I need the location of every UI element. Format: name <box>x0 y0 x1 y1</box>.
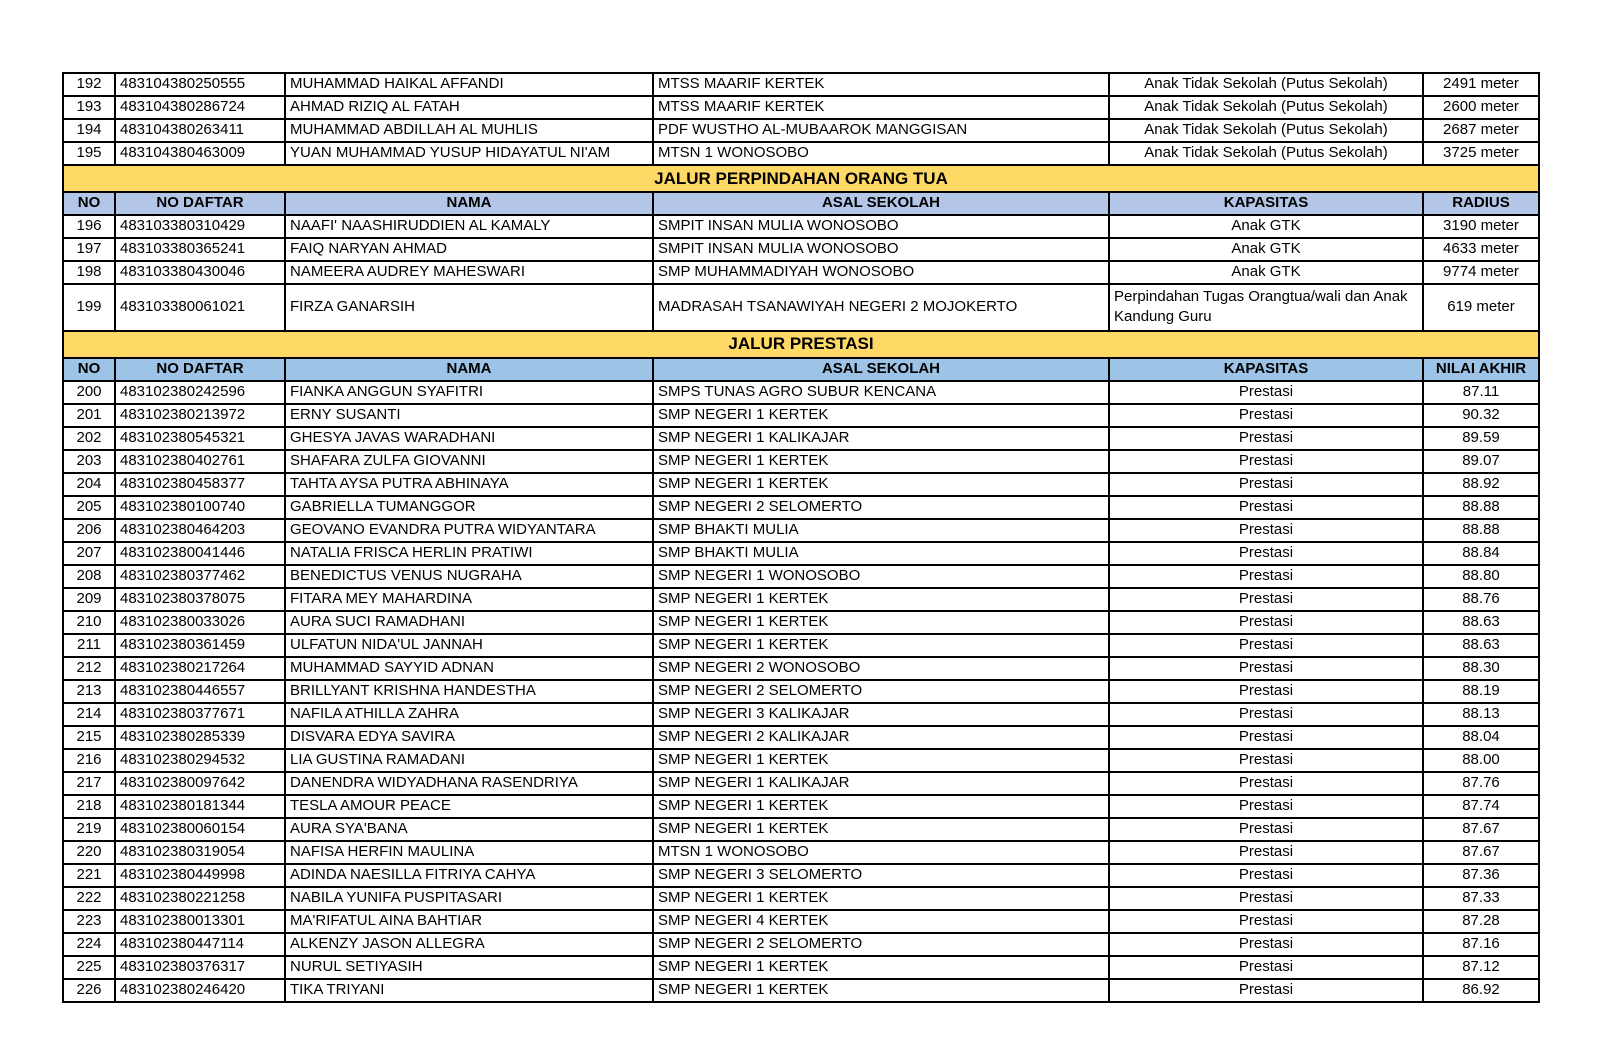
cell-no: 217 <box>63 772 115 795</box>
cell-nilai: 2491 meter <box>1423 73 1539 96</box>
cell-asal-sekolah: SMPIT INSAN MULIA WONOSOBO <box>653 238 1109 261</box>
cell-no-daftar: 483102380041446 <box>115 542 285 565</box>
cell-no: 193 <box>63 96 115 119</box>
cell-nama: TIKA TRIYANI <box>285 979 653 1002</box>
cell-nama: NABILA YUNIFA PUSPITASARI <box>285 887 653 910</box>
cell-kapasitas: Prestasi <box>1109 473 1423 496</box>
cell-kapasitas: Prestasi <box>1109 956 1423 979</box>
cell-nama: ALKENZY JASON ALLEGRA <box>285 933 653 956</box>
table-row <box>63 284 1539 331</box>
cell-kapasitas: Prestasi <box>1109 772 1423 795</box>
cell-nilai: 87.67 <box>1423 818 1539 841</box>
cell-no: 224 <box>63 933 115 956</box>
cell-nama: ULFATUN NIDA'UL JANNAH <box>285 634 653 657</box>
cell-kapasitas: Prestasi <box>1109 381 1423 404</box>
cell-no: 216 <box>63 749 115 772</box>
cell-no-daftar: 483104380250555 <box>115 73 285 96</box>
table-row <box>63 496 1539 519</box>
cell-no: 205 <box>63 496 115 519</box>
cell-no: 203 <box>63 450 115 473</box>
cell-no-daftar: 483102380447114 <box>115 933 285 956</box>
cell-asal-sekolah: SMP NEGERI 2 SELOMERTO <box>653 496 1109 519</box>
cell-asal-sekolah: MTSS MAARIF KERTEK <box>653 96 1109 119</box>
table-row <box>63 634 1539 657</box>
cell-kapasitas: Prestasi <box>1109 841 1423 864</box>
cell-asal-sekolah: SMP NEGERI 4 KERTEK <box>653 910 1109 933</box>
cell-kapasitas: Prestasi <box>1109 818 1423 841</box>
cell-nama: AURA SYA'BANA <box>285 818 653 841</box>
cell-nama: YUAN MUHAMMAD YUSUP HIDAYATUL NI'AM <box>285 142 653 165</box>
table-row <box>63 772 1539 795</box>
cell-kapasitas: Anak Tidak Sekolah (Putus Sekolah) <box>1109 96 1423 119</box>
cell-asal-sekolah: SMP NEGERI 1 KALIKAJAR <box>653 772 1109 795</box>
cell-asal-sekolah: SMP NEGERI 2 SELOMERTO <box>653 933 1109 956</box>
cell-nilai: 87.36 <box>1423 864 1539 887</box>
cell-no: 192 <box>63 73 115 96</box>
cell-asal-sekolah: SMP NEGERI 3 SELOMERTO <box>653 864 1109 887</box>
cell-no: 214 <box>63 703 115 726</box>
cell-nilai: 88.88 <box>1423 519 1539 542</box>
cell-no-daftar: 483102380097642 <box>115 772 285 795</box>
cell-nama: ADINDA NAESILLA FITRIYA CAHYA <box>285 864 653 887</box>
cell-no: 199 <box>63 284 115 331</box>
cell-no: 194 <box>63 119 115 142</box>
cell-asal-sekolah: SMP NEGERI 1 KERTEK <box>653 749 1109 772</box>
table-row <box>63 96 1539 119</box>
cell-asal-sekolah: SMP NEGERI 1 KERTEK <box>653 611 1109 634</box>
cell-nilai: 88.63 <box>1423 634 1539 657</box>
cell-nama: GABRIELLA TUMANGGOR <box>285 496 653 519</box>
section-banner-row <box>63 165 1539 192</box>
cell-no-daftar: 483103380430046 <box>115 261 285 284</box>
cell-no: 222 <box>63 887 115 910</box>
cell-no-daftar: 483104380286724 <box>115 96 285 119</box>
cell-nama: MA'RIFATUL AINA BAHTIAR <box>285 910 653 933</box>
table-row <box>63 864 1539 887</box>
cell-no-daftar: 483102380033026 <box>115 611 285 634</box>
cell-asal-sekolah: SMP NEGERI 1 KERTEK <box>653 404 1109 427</box>
cell-nama: FIANKA ANGGUN SYAFITRI <box>285 381 653 404</box>
cell-nama: NATALIA FRISCA HERLIN PRATIWI <box>285 542 653 565</box>
table-row <box>63 427 1539 450</box>
cell-no-daftar: 483102380242596 <box>115 381 285 404</box>
cell-nilai: 88.63 <box>1423 611 1539 634</box>
cell-nilai: 3725 meter <box>1423 142 1539 165</box>
table-row <box>63 142 1539 165</box>
cell-nilai: 90.32 <box>1423 404 1539 427</box>
cell-no-daftar: 483102380221258 <box>115 887 285 910</box>
cell-asal-sekolah: SMP NEGERI 1 KERTEK <box>653 956 1109 979</box>
cell-nilai: 88.04 <box>1423 726 1539 749</box>
cell-asal-sekolah: SMP NEGERI 1 KERTEK <box>653 818 1109 841</box>
table-row <box>63 73 1539 96</box>
cell-kapasitas: Prestasi <box>1109 749 1423 772</box>
column-header: KAPASITAS <box>1109 358 1423 381</box>
cell-nama: NAMEERA AUDREY MAHESWARI <box>285 261 653 284</box>
column-header-row <box>63 358 1539 381</box>
table-row <box>63 519 1539 542</box>
cell-nilai: 4633 meter <box>1423 238 1539 261</box>
cell-kapasitas: Prestasi <box>1109 450 1423 473</box>
cell-nilai: 2687 meter <box>1423 119 1539 142</box>
cell-no-daftar: 483102380446557 <box>115 680 285 703</box>
cell-kapasitas: Prestasi <box>1109 933 1423 956</box>
cell-nilai: 86.92 <box>1423 979 1539 1002</box>
table-row <box>63 795 1539 818</box>
cell-asal-sekolah: SMP NEGERI 1 KERTEK <box>653 473 1109 496</box>
cell-no: 226 <box>63 979 115 1002</box>
table-row <box>63 238 1539 261</box>
cell-kapasitas: Prestasi <box>1109 979 1423 1002</box>
cell-no: 208 <box>63 565 115 588</box>
table-row <box>63 818 1539 841</box>
section-title: JALUR PERPINDAHAN ORANG TUA <box>63 165 1539 192</box>
cell-no: 219 <box>63 818 115 841</box>
column-header: NO <box>63 358 115 381</box>
cell-kapasitas: Prestasi <box>1109 611 1423 634</box>
cell-no-daftar: 483102380013301 <box>115 910 285 933</box>
cell-no: 196 <box>63 215 115 238</box>
cell-asal-sekolah: SMP BHAKTI MULIA <box>653 542 1109 565</box>
cell-asal-sekolah: SMP NEGERI 2 SELOMERTO <box>653 680 1109 703</box>
cell-nilai: 619 meter <box>1423 284 1539 331</box>
table-row <box>63 979 1539 1002</box>
column-header-row <box>63 192 1539 215</box>
cell-nama: FAIQ NARYAN AHMAD <box>285 238 653 261</box>
cell-nama: DISVARA EDYA SAVIRA <box>285 726 653 749</box>
cell-nilai: 87.76 <box>1423 772 1539 795</box>
cell-kapasitas: Prestasi <box>1109 404 1423 427</box>
cell-no: 220 <box>63 841 115 864</box>
cell-kapasitas: Prestasi <box>1109 910 1423 933</box>
cell-kapasitas: Prestasi <box>1109 542 1423 565</box>
table-row <box>63 611 1539 634</box>
cell-nama: GEOVANO EVANDRA PUTRA WIDYANTARA <box>285 519 653 542</box>
cell-nilai: 88.80 <box>1423 565 1539 588</box>
cell-no-daftar: 483102380377671 <box>115 703 285 726</box>
cell-nilai: 88.88 <box>1423 496 1539 519</box>
cell-nama: MUHAMMAD SAYYID ADNAN <box>285 657 653 680</box>
cell-kapasitas: Anak Tidak Sekolah (Putus Sekolah) <box>1109 142 1423 165</box>
table-row <box>63 956 1539 979</box>
cell-nilai: 88.13 <box>1423 703 1539 726</box>
cell-nama: NAAFI' NAASHIRUDDIEN AL KAMALY <box>285 215 653 238</box>
table-row <box>63 565 1539 588</box>
cell-no: 210 <box>63 611 115 634</box>
cell-kapasitas: Prestasi <box>1109 588 1423 611</box>
cell-asal-sekolah: SMP NEGERI 1 WONOSOBO <box>653 565 1109 588</box>
cell-asal-sekolah: SMP NEGERI 1 KERTEK <box>653 979 1109 1002</box>
cell-no-daftar: 483102380319054 <box>115 841 285 864</box>
cell-nilai: 87.12 <box>1423 956 1539 979</box>
cell-asal-sekolah: SMP NEGERI 1 KERTEK <box>653 887 1109 910</box>
cell-no-daftar: 483102380464203 <box>115 519 285 542</box>
cell-no: 198 <box>63 261 115 284</box>
cell-no-daftar: 483102380181344 <box>115 795 285 818</box>
cell-nilai: 87.74 <box>1423 795 1539 818</box>
cell-kapasitas: Prestasi <box>1109 864 1423 887</box>
section-banner-row <box>63 331 1539 358</box>
cell-no-daftar: 483103380061021 <box>115 284 285 331</box>
cell-no: 200 <box>63 381 115 404</box>
table-row <box>63 910 1539 933</box>
cell-nama: NAFISA HERFIN MAULINA <box>285 841 653 864</box>
cell-nilai: 87.11 <box>1423 381 1539 404</box>
cell-nama: NAFILA ATHILLA ZAHRA <box>285 703 653 726</box>
cell-asal-sekolah: SMPS TUNAS AGRO SUBUR KENCANA <box>653 381 1109 404</box>
cell-no-daftar: 483104380263411 <box>115 119 285 142</box>
cell-asal-sekolah: SMP MUHAMMADIYAH WONOSOBO <box>653 261 1109 284</box>
cell-asal-sekolah: SMP BHAKTI MULIA <box>653 519 1109 542</box>
cell-nama: MUHAMMAD ABDILLAH AL MUHLIS <box>285 119 653 142</box>
cell-asal-sekolah: MTSN 1 WONOSOBO <box>653 142 1109 165</box>
cell-asal-sekolah: SMPIT INSAN MULIA WONOSOBO <box>653 215 1109 238</box>
cell-no-daftar: 483102380458377 <box>115 473 285 496</box>
table-row <box>63 450 1539 473</box>
cell-no-daftar: 483103380365241 <box>115 238 285 261</box>
cell-kapasitas: Prestasi <box>1109 680 1423 703</box>
cell-kapasitas: Anak GTK <box>1109 261 1423 284</box>
cell-asal-sekolah: SMP NEGERI 1 KALIKAJAR <box>653 427 1109 450</box>
cell-no-daftar: 483102380246420 <box>115 979 285 1002</box>
cell-kapasitas: Anak Tidak Sekolah (Putus Sekolah) <box>1109 73 1423 96</box>
table-row <box>63 887 1539 910</box>
table-row <box>63 588 1539 611</box>
cell-nilai: 88.00 <box>1423 749 1539 772</box>
table-row <box>63 215 1539 238</box>
cell-no-daftar: 483102380449998 <box>115 864 285 887</box>
cell-kapasitas: Anak GTK <box>1109 238 1423 261</box>
cell-asal-sekolah: SMP NEGERI 1 KERTEK <box>653 634 1109 657</box>
column-header: NAMA <box>285 192 653 215</box>
cell-no: 215 <box>63 726 115 749</box>
cell-nama: ERNY SUSANTI <box>285 404 653 427</box>
cell-nilai: 88.19 <box>1423 680 1539 703</box>
cell-no-daftar: 483102380377462 <box>115 565 285 588</box>
cell-kapasitas: Prestasi <box>1109 795 1423 818</box>
cell-asal-sekolah: MADRASAH TSANAWIYAH NEGERI 2 MOJOKERTO <box>653 284 1109 331</box>
cell-no-daftar: 483102380100740 <box>115 496 285 519</box>
cell-no-daftar: 483104380463009 <box>115 142 285 165</box>
cell-kapasitas: Anak GTK <box>1109 215 1423 238</box>
cell-no: 195 <box>63 142 115 165</box>
table-row <box>63 726 1539 749</box>
cell-nama: BENEDICTUS VENUS NUGRAHA <box>285 565 653 588</box>
cell-kapasitas: Prestasi <box>1109 427 1423 450</box>
column-header: ASAL SEKOLAH <box>653 192 1109 215</box>
cell-kapasitas: Prestasi <box>1109 496 1423 519</box>
column-header: NO <box>63 192 115 215</box>
cell-no: 212 <box>63 657 115 680</box>
column-header: NO DAFTAR <box>115 358 285 381</box>
cell-no-daftar: 483102380402761 <box>115 450 285 473</box>
column-header: RADIUS <box>1423 192 1539 215</box>
cell-nilai: 87.28 <box>1423 910 1539 933</box>
cell-nilai: 89.07 <box>1423 450 1539 473</box>
cell-no: 207 <box>63 542 115 565</box>
column-header: KAPASITAS <box>1109 192 1423 215</box>
cell-nama: AURA SUCI RAMADHANI <box>285 611 653 634</box>
cell-nilai: 87.67 <box>1423 841 1539 864</box>
cell-no-daftar: 483102380213972 <box>115 404 285 427</box>
cell-no-daftar: 483102380294532 <box>115 749 285 772</box>
cell-asal-sekolah: SMP NEGERI 2 KALIKAJAR <box>653 726 1109 749</box>
cell-no-daftar: 483102380545321 <box>115 427 285 450</box>
cell-no: 202 <box>63 427 115 450</box>
cell-nama: DANENDRA WIDYADHANA RASENDRIYA <box>285 772 653 795</box>
table-row <box>63 841 1539 864</box>
table-row <box>63 381 1539 404</box>
column-header: NAMA <box>285 358 653 381</box>
table-row <box>63 749 1539 772</box>
table-row <box>63 404 1539 427</box>
cell-kapasitas: Prestasi <box>1109 657 1423 680</box>
cell-no-daftar: 483102380217264 <box>115 657 285 680</box>
cell-nilai: 88.92 <box>1423 473 1539 496</box>
cell-asal-sekolah: SMP NEGERI 1 KERTEK <box>653 450 1109 473</box>
cell-no: 204 <box>63 473 115 496</box>
table-row <box>63 680 1539 703</box>
cell-no-daftar: 483102380285339 <box>115 726 285 749</box>
cell-nilai: 89.59 <box>1423 427 1539 450</box>
cell-nilai: 3190 meter <box>1423 215 1539 238</box>
cell-asal-sekolah: MTSN 1 WONOSOBO <box>653 841 1109 864</box>
cell-kapasitas: Perpindahan Tugas Orangtua/wali dan Anak Kandung Guru <box>1109 284 1423 331</box>
table-row <box>63 261 1539 284</box>
cell-nama: MUHAMMAD HAIKAL AFFANDI <box>285 73 653 96</box>
section-title: JALUR PRESTASI <box>63 331 1539 358</box>
cell-kapasitas: Anak Tidak Sekolah (Putus Sekolah) <box>1109 119 1423 142</box>
cell-nama: NURUL SETIYASIH <box>285 956 653 979</box>
cell-nilai: 2600 meter <box>1423 96 1539 119</box>
cell-nama: AHMAD RIZIQ AL FATAH <box>285 96 653 119</box>
cell-kapasitas: Prestasi <box>1109 887 1423 910</box>
ppdb-results-table <box>62 72 1540 1003</box>
cell-kapasitas: Prestasi <box>1109 565 1423 588</box>
cell-no-daftar: 483103380310429 <box>115 215 285 238</box>
cell-no: 213 <box>63 680 115 703</box>
cell-nilai: 87.33 <box>1423 887 1539 910</box>
cell-no-daftar: 483102380378075 <box>115 588 285 611</box>
cell-asal-sekolah: PDF WUSTHO AL-MUBAAROK MANGGISAN <box>653 119 1109 142</box>
cell-nilai: 87.16 <box>1423 933 1539 956</box>
cell-no: 201 <box>63 404 115 427</box>
cell-asal-sekolah: SMP NEGERI 3 KALIKAJAR <box>653 703 1109 726</box>
cell-nama: TESLA AMOUR PEACE <box>285 795 653 818</box>
cell-no: 197 <box>63 238 115 261</box>
cell-asal-sekolah: SMP NEGERI 2 WONOSOBO <box>653 657 1109 680</box>
cell-no: 218 <box>63 795 115 818</box>
cell-no-daftar: 483102380060154 <box>115 818 285 841</box>
cell-nilai: 88.84 <box>1423 542 1539 565</box>
cell-nama: SHAFARA ZULFA GIOVANNI <box>285 450 653 473</box>
cell-kapasitas: Prestasi <box>1109 726 1423 749</box>
cell-nilai: 88.76 <box>1423 588 1539 611</box>
cell-nama: GHESYA JAVAS WARADHANI <box>285 427 653 450</box>
column-header: NILAI AKHIR <box>1423 358 1539 381</box>
cell-nama: LIA GUSTINA RAMADANI <box>285 749 653 772</box>
cell-kapasitas: Prestasi <box>1109 703 1423 726</box>
cell-no: 206 <box>63 519 115 542</box>
cell-kapasitas: Prestasi <box>1109 519 1423 542</box>
cell-no: 223 <box>63 910 115 933</box>
table-row <box>63 473 1539 496</box>
table-row <box>63 657 1539 680</box>
table-row <box>63 119 1539 142</box>
cell-nilai: 88.30 <box>1423 657 1539 680</box>
cell-nilai: 9774 meter <box>1423 261 1539 284</box>
cell-nama: FIRZA GANARSIH <box>285 284 653 331</box>
table-row <box>63 703 1539 726</box>
cell-no: 209 <box>63 588 115 611</box>
cell-no-daftar: 483102380376317 <box>115 956 285 979</box>
cell-nama: BRILLYANT KRISHNA HANDESTHA <box>285 680 653 703</box>
cell-nama: TAHTA AYSA PUTRA ABHINAYA <box>285 473 653 496</box>
cell-no: 211 <box>63 634 115 657</box>
cell-no-daftar: 483102380361459 <box>115 634 285 657</box>
column-header: NO DAFTAR <box>115 192 285 215</box>
cell-no: 225 <box>63 956 115 979</box>
cell-asal-sekolah: SMP NEGERI 1 KERTEK <box>653 795 1109 818</box>
cell-no: 221 <box>63 864 115 887</box>
cell-nama: FITARA MEY MAHARDINA <box>285 588 653 611</box>
cell-asal-sekolah: SMP NEGERI 1 KERTEK <box>653 588 1109 611</box>
ppdb-results-table-wrap <box>62 72 1538 1003</box>
column-header: ASAL SEKOLAH <box>653 358 1109 381</box>
cell-asal-sekolah: MTSS MAARIF KERTEK <box>653 73 1109 96</box>
table-row <box>63 542 1539 565</box>
cell-kapasitas: Prestasi <box>1109 634 1423 657</box>
table-row <box>63 933 1539 956</box>
